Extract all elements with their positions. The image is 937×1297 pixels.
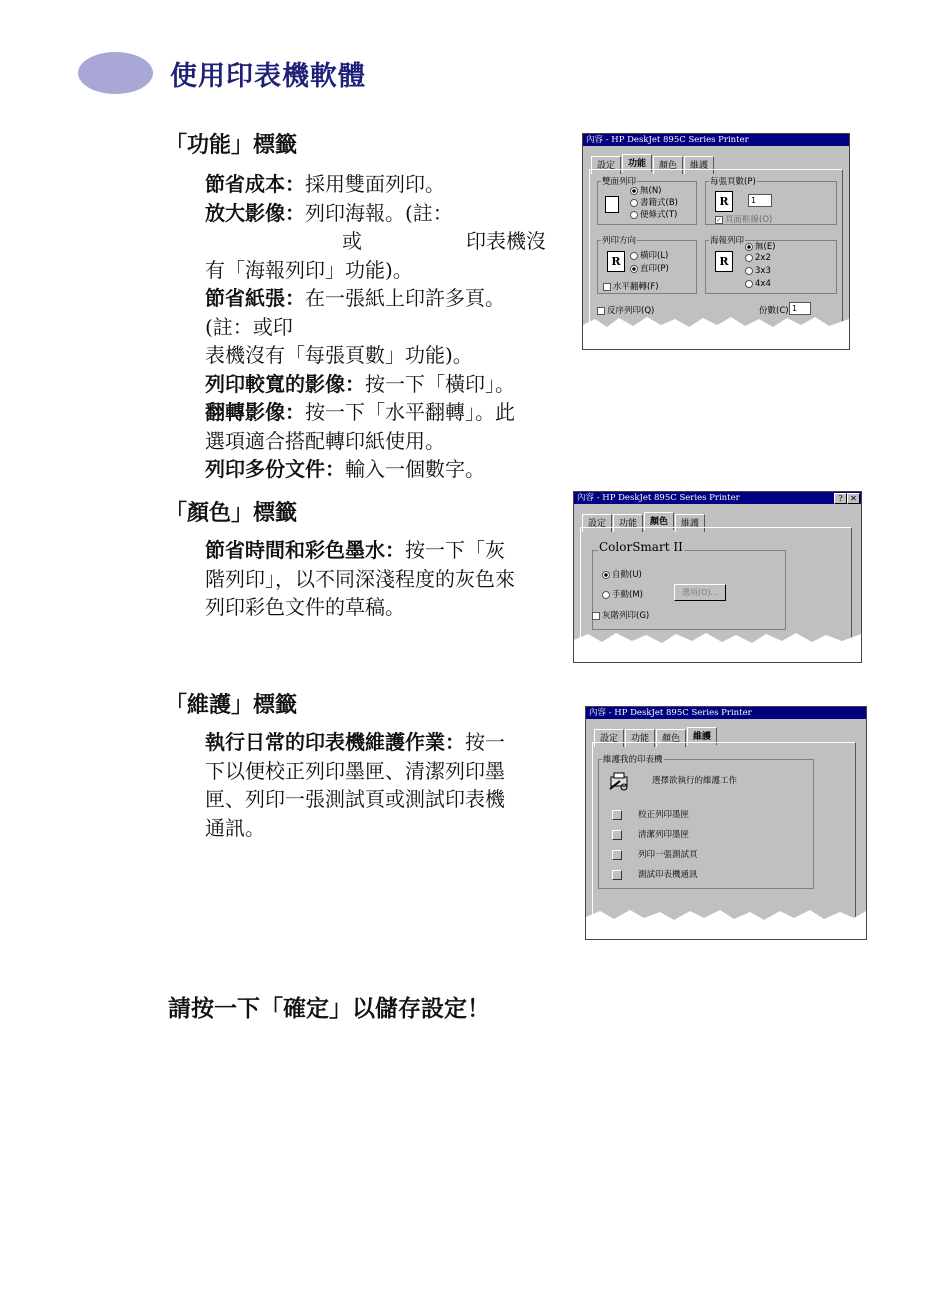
mirror-checkbox[interactable]: 水平翻轉(F) xyxy=(603,280,659,292)
tab-setup[interactable]: 設定 xyxy=(594,729,624,747)
text-line xyxy=(205,455,555,484)
reverse-order-checkbox[interactable]: 反序列印(Q) xyxy=(597,304,654,316)
text-line xyxy=(205,814,555,843)
duplex-none-radio[interactable]: 無(N) xyxy=(630,184,662,196)
printer-tools-icon xyxy=(608,769,632,791)
duplex-book-radio[interactable]: 書籍式(B) xyxy=(630,196,678,208)
body-text: 列印彩色文件的草稿。 xyxy=(205,595,405,619)
grayscale-checkbox[interactable]: 灰階列印(G) xyxy=(592,609,649,621)
body-text: 通訊。 xyxy=(205,815,265,840)
maintenance-intro: 選擇欲執行的維護工作 xyxy=(652,776,738,786)
body-text: 採用雙面列印。 xyxy=(305,172,445,196)
chapter-marker xyxy=(78,52,153,94)
color-dialog-screenshot xyxy=(573,491,862,663)
options-button[interactable]: 選項(O)... xyxy=(674,584,726,601)
tab-maintenance[interactable]: 維護 xyxy=(684,156,714,174)
body-text: 按一下「橫印」。 xyxy=(365,371,515,396)
print-test-page-button[interactable]: 列印一張測試頁 xyxy=(612,848,698,860)
landscape-radio[interactable]: 橫印(L) xyxy=(630,249,668,261)
poster-group-label: 海報列印 xyxy=(710,236,745,246)
tab-features[interactable]: 功能 xyxy=(622,154,652,172)
bold-term: 節省成本： xyxy=(205,172,305,196)
text-line xyxy=(205,256,555,285)
tab-color[interactable]: 顏色 xyxy=(656,729,686,747)
auto-radio[interactable]: 自動(U) xyxy=(602,568,642,580)
body-text: 按一下「水平翻轉」。此 xyxy=(305,400,515,424)
text-line xyxy=(205,227,555,256)
poster-3x3-radio[interactable]: 3x3 xyxy=(745,266,771,276)
body-text: 輸入一個數字。 xyxy=(345,457,485,481)
clean-cartridges-button[interactable]: 清潔列印墨匣 xyxy=(612,828,689,840)
poster-none-radio[interactable]: 無(E) xyxy=(745,240,776,252)
body-text: (註： xyxy=(205,314,253,339)
text-line xyxy=(205,199,555,228)
orientation-preview: R xyxy=(607,251,625,272)
torn-edge xyxy=(586,903,866,939)
body-text: 有「海報列印」功能)。 xyxy=(205,257,413,282)
section-maintenance-text xyxy=(205,728,555,842)
body-text: 階列印」，以不同深淺程度的灰色來 xyxy=(205,566,515,591)
text-line xyxy=(205,170,555,199)
bold-term: 執行日常的印表機維護作業： xyxy=(205,730,465,754)
section-color-text xyxy=(205,536,555,622)
bold-term: 翻轉影像： xyxy=(205,400,305,424)
bold-term: 放大影像： xyxy=(205,200,305,225)
body-text: 或 xyxy=(342,229,362,253)
poster-2x2-radio[interactable]: 2x2 xyxy=(745,253,771,263)
dialog-title: 內容 - HP DeskJet 895C Series Printer xyxy=(586,707,866,719)
pages-group-label: 每張頁數(P) xyxy=(710,177,756,187)
test-communication-button[interactable]: 測試印表機通訊 xyxy=(612,868,698,880)
duplex-tablet-radio[interactable]: 便條式(T) xyxy=(630,208,677,220)
tab-color[interactable]: 顏色 xyxy=(653,156,683,174)
poster-4x4-radio[interactable]: 4x4 xyxy=(745,279,771,289)
poster-preview: R xyxy=(715,251,733,272)
tab-features[interactable]: 功能 xyxy=(613,514,643,532)
pages-preview: R xyxy=(715,191,733,212)
body-text: 下以便校正列印墨匣、清潔列印墨 xyxy=(205,758,505,783)
text-line xyxy=(205,728,555,757)
tab-features[interactable]: 功能 xyxy=(625,729,655,747)
tab-setup[interactable]: 設定 xyxy=(591,156,621,174)
tab-color[interactable]: 顏色 xyxy=(644,512,674,530)
body-text: 列印海報。(註： xyxy=(305,200,453,225)
body-text: 按一 xyxy=(465,730,505,754)
text-line xyxy=(205,313,555,342)
page-title: 使用印表機軟體 xyxy=(170,61,366,92)
bold-term: 列印較寬的影像： xyxy=(205,371,365,396)
body-text: 或 xyxy=(252,314,273,339)
footer-instruction: 請按一下「確定」以儲存設定！ xyxy=(168,996,490,1022)
text-line xyxy=(205,536,555,565)
copies-label: 份數(C) xyxy=(759,306,789,316)
text-line xyxy=(205,427,555,456)
maintenance-dialog-screenshot xyxy=(585,706,867,940)
tab-maintenance[interactable]: 維護 xyxy=(687,727,717,745)
text-line xyxy=(205,370,555,399)
portrait-radio[interactable]: 直印(P) xyxy=(630,262,669,274)
bold-term: 節省時間和彩色墨水： xyxy=(205,538,405,562)
manual-radio[interactable]: 手動(M) xyxy=(602,588,643,600)
copies-spinner[interactable]: 1 xyxy=(789,302,811,315)
tab-setup[interactable]: 設定 xyxy=(582,514,612,532)
text-line xyxy=(205,785,555,814)
dialog-title: 內容 - HP DeskJet 895C Series Printer ? ✕ xyxy=(574,492,861,504)
tab-maintenance[interactable]: 維護 xyxy=(675,514,705,532)
align-cartridges-button[interactable]: 校正列印墨匣 xyxy=(612,808,689,820)
body-text: 在一張紙上印許多頁。 xyxy=(305,286,505,310)
torn-edge xyxy=(583,309,849,349)
text-line xyxy=(205,593,555,622)
bold-term: 節省紙張： xyxy=(205,286,305,310)
text-line xyxy=(205,284,555,313)
body-text: 表機沒有「每張頁數」功能)。 xyxy=(205,343,473,367)
features-dialog-screenshot xyxy=(582,133,850,350)
body-text: 印 xyxy=(272,314,293,339)
body-text: 選項適合搭配轉印紙使用。 xyxy=(205,428,445,453)
orientation-group-label: 列印方向 xyxy=(602,236,637,246)
maintenance-group-label: 維護我的印表機 xyxy=(603,755,663,765)
text-line xyxy=(205,398,555,427)
page-border-checkbox[interactable]: ✓ 頁面框線(O) xyxy=(716,215,773,225)
duplex-group-label: 雙面列印 xyxy=(602,177,637,187)
duplex-preview xyxy=(605,196,619,213)
pages-spinner[interactable]: 1 xyxy=(748,194,772,207)
body-text: 印表機沒 xyxy=(466,229,546,253)
body-text: 按一下「灰 xyxy=(405,538,505,562)
section-heading-color: 「顏色」標籤 xyxy=(165,501,298,526)
text-line xyxy=(205,565,555,594)
section-features-text xyxy=(205,170,555,484)
section-heading-maintenance: 「維護」標籤 xyxy=(165,693,298,718)
text-line xyxy=(205,757,555,786)
dialog-title: 內容 - HP DeskJet 895C Series Printer xyxy=(583,134,849,146)
section-heading-features: 「功能」標籤 xyxy=(165,133,298,158)
bold-term: 列印多份文件： xyxy=(205,457,345,481)
body-text: 匣、列印一張測試頁或測試印表機 xyxy=(205,787,505,811)
text-line xyxy=(205,341,555,370)
colorsmart-label: ColorSmart II xyxy=(599,540,683,554)
torn-edge xyxy=(574,626,861,662)
